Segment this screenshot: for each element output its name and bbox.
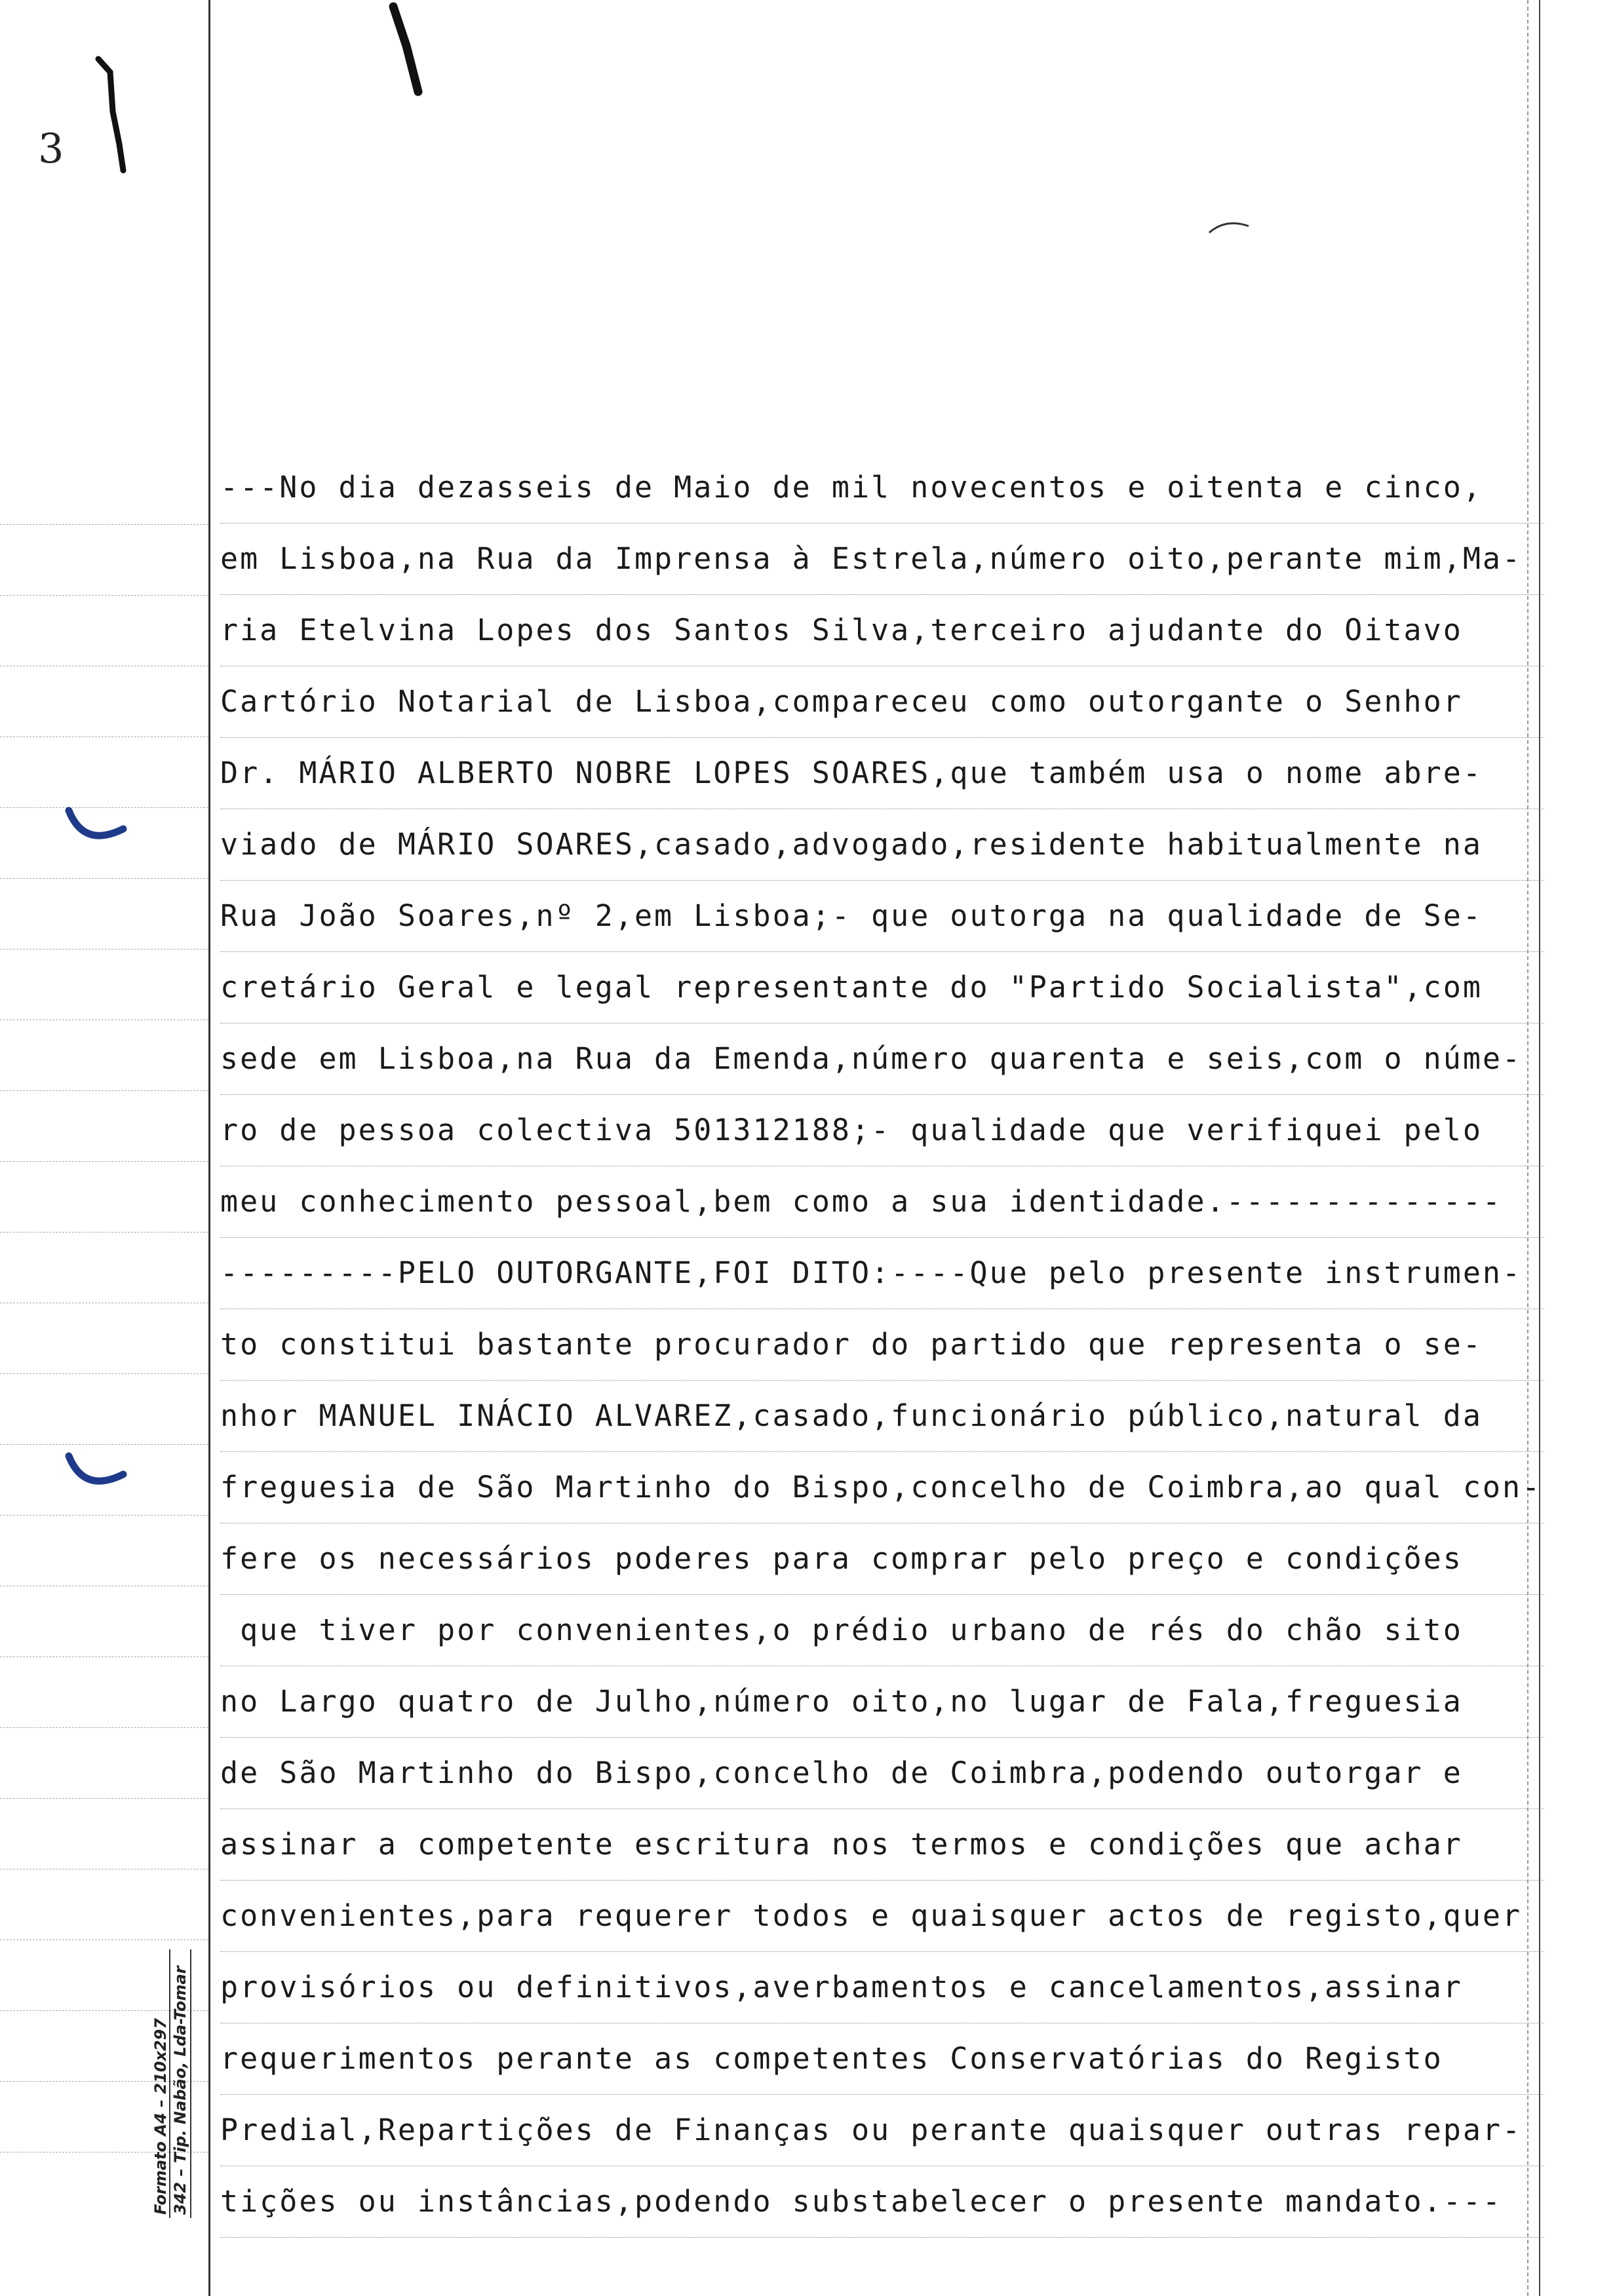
text-line: ro de pessoa colectiva 501312188;- qualidade que verifiquei pelo — [220, 1095, 1544, 1166]
margin-rule — [0, 1656, 208, 1657]
margin-rule — [0, 1515, 208, 1516]
margin-rule — [0, 595, 208, 596]
margin-rule — [0, 1727, 208, 1728]
margin-rule — [0, 524, 208, 525]
margin-rule — [0, 1161, 208, 1162]
pen-stroke-mark — [79, 46, 138, 177]
text-line: assinar a competente escritura nos termos e condições que achar — [220, 1809, 1544, 1881]
printer-format: Formato A4 – 210x297 — [151, 2018, 170, 2215]
margin-rule — [0, 1090, 208, 1091]
margin-rule — [0, 1444, 208, 1445]
text-line: meu conhecimento pessoal,bem como a sua identidade.-------------- — [220, 1166, 1544, 1238]
printer-imprint — [151, 1966, 190, 2215]
text-line: viado de MÁRIO SOARES,casado,advogado,residente habitualmente na — [220, 809, 1544, 881]
text-line: cretário Geral e legal representante do "Partido Socialista",com — [220, 952, 1544, 1024]
text-line: no Largo quatro de Julho,número oito,no lugar de Fala,freguesia — [220, 1666, 1544, 1738]
text-line: convenientes,para requerer todos e quaisquer actos de registo,quer — [220, 1881, 1544, 1952]
text-line: freguesia de São Martinho do Bispo,concelho de Coimbra,ao qual con- — [220, 1452, 1544, 1523]
margin-rule — [0, 1232, 208, 1233]
text-line: ---------PELO OUTORGANTE,FOI DITO:----Que pelo presente instrumen- — [220, 1238, 1544, 1309]
text-line: ---No dia dezasseis de Maio de mil novecentos e oitenta e cinco, — [220, 452, 1544, 524]
text-line: ria Etelvina Lopes dos Santos Silva,terceiro ajudante do Oitavo — [220, 595, 1544, 666]
margin-rule — [0, 878, 208, 879]
pen-stroke-mark — [367, 0, 446, 98]
hole-punch-mark — [59, 803, 131, 862]
text-line: sede em Lisboa,na Rua da Emenda,número quarenta e seis,com o núme- — [220, 1024, 1544, 1095]
margin-rule — [0, 1798, 208, 1799]
margin-line — [208, 0, 210, 2296]
corner-mark: 3 — [38, 124, 64, 172]
text-line: que tiver por convenientes,o prédio urbano de rés do chão sito — [220, 1595, 1544, 1666]
pen-stroke-mark — [1206, 213, 1258, 239]
text-line: nhor MANUEL INÁCIO ALVAREZ,casado,funcionário público,natural da — [220, 1381, 1544, 1452]
margin-rule — [0, 1373, 208, 1374]
text-line: Dr. MÁRIO ALBERTO NOBRE LOPES SOARES,que também usa o nome abre- — [220, 738, 1544, 809]
text-line: requerimentos perante as competentes Conservatórias do Registo — [220, 2023, 1544, 2095]
text-line: provisórios ou definitivos,averbamentos e cancelamentos,assinar — [220, 1952, 1544, 2023]
document-body — [220, 452, 1544, 2238]
printer-code: 342 – Tip. Nabão, Lda-Tomar — [171, 1966, 189, 2215]
hole-punch-mark — [59, 1448, 131, 1507]
text-line: Cartório Notarial de Lisboa,compareceu como outorgante o Senhor — [220, 666, 1544, 738]
text-line: Rua João Soares,nº 2,em Lisboa;- que outorga na qualidade de Se- — [220, 881, 1544, 952]
text-line: em Lisboa,na Rua da Imprensa à Estrela,número oito,perante mim,Ma- — [220, 524, 1544, 595]
text-line: fere os necessários poderes para comprar pelo preço e condições — [220, 1523, 1544, 1595]
text-line: to constitui bastante procurador do partido que representa o se- — [220, 1309, 1544, 1381]
text-line: de São Martinho do Bispo,concelho de Coimbra,podendo outorgar e — [220, 1738, 1544, 1809]
text-line: Predial,Repartições de Finanças ou perante quaisquer outras repar- — [220, 2095, 1544, 2166]
text-line: tições ou instâncias,podendo substabelecer o presente mandato.--- — [220, 2166, 1544, 2238]
